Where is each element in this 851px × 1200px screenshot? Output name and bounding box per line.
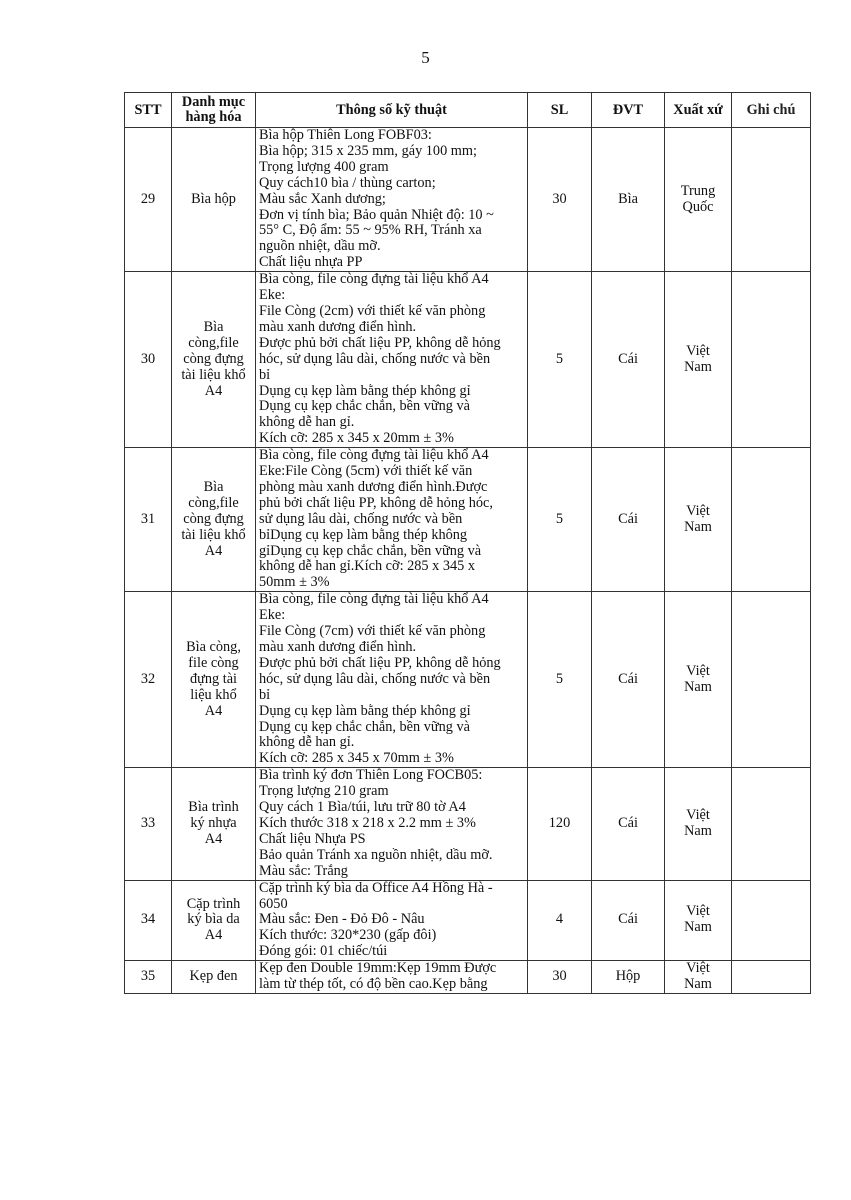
spec-line: không dễ han gỉ. bbox=[259, 415, 355, 431]
spec-line: 55° C, Độ ẩm: 55 ~ 95% RH, Tránh xa bbox=[259, 223, 482, 239]
spec-line: Chất liệu nhựa PP bbox=[259, 255, 363, 271]
origin-line: Việt bbox=[686, 903, 710, 920]
spec-line: hóc, sử dụng lâu dài, chống nước và bền bbox=[259, 671, 491, 687]
header-spec: Thông số kỹ thuật bbox=[256, 93, 528, 128]
origin-line: Nam bbox=[684, 976, 712, 993]
cell-note bbox=[732, 768, 811, 880]
item-line: ký nhựa bbox=[190, 814, 237, 831]
spec-line: Bảo quản Tránh xa nguồn nhiệt, dầu mỡ. bbox=[259, 847, 493, 863]
item-line: Bìa hộp bbox=[191, 190, 236, 207]
spec-line: Trọng lượng 210 gram bbox=[259, 784, 389, 800]
cell-qty: 30 bbox=[528, 128, 592, 272]
cell-origin bbox=[665, 961, 732, 994]
header-note: Ghi chú bbox=[732, 93, 811, 128]
spec-line: Bìa còng, file còng đựng tài liệu khổ A4 bbox=[259, 272, 489, 288]
spec-line: 50mm ± 3% bbox=[259, 575, 330, 591]
origin-line: Việt bbox=[686, 662, 710, 679]
spec-line: bỉ bbox=[259, 367, 271, 383]
spec-line: phủ bởi chất liệu PP, không dễ hỏng hóc, bbox=[259, 495, 493, 511]
cell-qty: 5 bbox=[528, 448, 592, 592]
spec-line: Kẹp đen Double 19mm:Kẹp 19mm Được bbox=[259, 961, 497, 977]
spec-line: hóc, sử dụng lâu dài, chống nước và bền bbox=[259, 351, 491, 367]
cell-origin bbox=[665, 448, 732, 592]
item-line: tài liệu khổ bbox=[181, 526, 246, 543]
spec-line: Eke: bbox=[259, 288, 286, 304]
table-row bbox=[125, 880, 811, 961]
header-unit: ĐVT bbox=[592, 93, 665, 128]
cell-spec bbox=[256, 768, 528, 880]
cell-qty: 5 bbox=[528, 592, 592, 768]
header-origin: Xuất xứ bbox=[665, 93, 732, 128]
item-line: A4 bbox=[204, 382, 223, 399]
cell-stt: 31 bbox=[125, 448, 172, 592]
cell-note bbox=[732, 592, 811, 768]
spec-line: Bìa trình ký đơn Thiên Long FOCB05: bbox=[259, 768, 483, 784]
cell-qty: 120 bbox=[528, 768, 592, 880]
spec-line: Đơn vị tính bìa; Bảo quản Nhiệt độ: 10 ~ bbox=[259, 207, 494, 223]
spec-line: Cặp trình ký bìa da Office A4 Hồng Hà - bbox=[259, 880, 493, 896]
spec-line: Được phủ bởi chất liệu PP, không dễ hỏng bbox=[259, 335, 501, 351]
spec-line: gỉDụng cụ kẹp chắc chắn, bền vững và bbox=[259, 543, 482, 559]
spec-line: Kích thước 318 x 218 x 2.2 mm ± 3% bbox=[259, 815, 476, 831]
item-line: A4 bbox=[204, 830, 223, 847]
cell-qty: 4 bbox=[528, 880, 592, 961]
spec-line: màu xanh dương điển hình. bbox=[259, 640, 417, 655]
cell-origin bbox=[665, 768, 732, 880]
cell-origin bbox=[665, 272, 732, 448]
spec-line: File Còng (7cm) với thiết kế văn phòng bbox=[259, 624, 486, 640]
cell-stt: 33 bbox=[125, 768, 172, 880]
table-body bbox=[125, 128, 811, 994]
table-row bbox=[125, 768, 811, 880]
cell-spec bbox=[256, 592, 528, 768]
spec-line: bỉDụng cụ kẹp làm bằng thép không bbox=[259, 527, 468, 543]
cell-spec bbox=[256, 272, 528, 448]
item-line: tài liệu khổ bbox=[181, 366, 246, 383]
spec-table bbox=[124, 92, 811, 994]
cell-origin bbox=[665, 592, 732, 768]
spec-line: không dễ han gỉ.Kích cỡ: 285 x 345 x bbox=[259, 559, 476, 575]
item-line: còng,file bbox=[188, 494, 239, 511]
table-row bbox=[125, 272, 811, 448]
origin-line: Nam bbox=[684, 678, 712, 695]
table-header-row bbox=[125, 93, 811, 128]
cell-unit: Hộp bbox=[592, 961, 665, 994]
cell-item bbox=[172, 272, 256, 448]
spec-line: Đóng gói: 01 chiếc/túi bbox=[259, 944, 388, 960]
cell-spec bbox=[256, 880, 528, 961]
page-number: 5 bbox=[421, 48, 430, 67]
item-line: A4 bbox=[204, 542, 223, 559]
cell-unit: Cái bbox=[592, 768, 665, 880]
cell-item bbox=[172, 880, 256, 961]
spec-line: Bìa còng, file còng đựng tài liệu khổ A4 bbox=[259, 448, 489, 464]
item-line: còng,file bbox=[188, 334, 239, 351]
spec-line: Quy cách10 bìa / thùng carton; bbox=[259, 175, 436, 191]
cell-note bbox=[732, 448, 811, 592]
item-line: file còng bbox=[188, 654, 239, 671]
spec-line: Bìa còng, file còng đựng tài liệu khổ A4 bbox=[259, 592, 489, 608]
spec-line: bỉ bbox=[259, 687, 271, 703]
cell-unit: Bìa bbox=[592, 128, 665, 272]
cell-unit: Cái bbox=[592, 880, 665, 961]
spec-line: Màu sắc Xanh dương; bbox=[259, 191, 386, 207]
cell-unit: Cái bbox=[592, 272, 665, 448]
cell-note bbox=[732, 272, 811, 448]
origin-line: Việt bbox=[686, 502, 710, 519]
cell-note bbox=[732, 961, 811, 994]
cell-unit: Cái bbox=[592, 448, 665, 592]
spec-line: Dụng cụ kẹp chắc chắn, bền vững và bbox=[259, 399, 471, 415]
cell-stt: 29 bbox=[125, 128, 172, 272]
cell-unit: Cái bbox=[592, 592, 665, 768]
spec-line: Màu sắc: Đen - Đỏ Đô - Nâu bbox=[259, 912, 425, 928]
spec-line: Màu sắc: Trắng bbox=[259, 863, 348, 879]
header-stt: STT bbox=[125, 93, 172, 128]
cell-item bbox=[172, 768, 256, 880]
item-line: còng đựng bbox=[183, 350, 244, 367]
table-row bbox=[125, 592, 811, 768]
item-line: A4 bbox=[204, 702, 223, 719]
cell-stt: 30 bbox=[125, 272, 172, 448]
header-item: Danh mục hàng hóa bbox=[172, 93, 256, 128]
item-line: Kẹp đen bbox=[189, 968, 238, 985]
spec-line: không dễ han gỉ. bbox=[259, 735, 355, 751]
table-row bbox=[125, 128, 811, 272]
spec-line: Kích cỡ: 285 x 345 x 70mm ± 3% bbox=[259, 751, 454, 767]
header-qty: SL bbox=[528, 93, 592, 128]
item-line: Bìa còng, bbox=[186, 639, 241, 655]
table-row bbox=[125, 448, 811, 592]
item-line: liệu khổ bbox=[190, 686, 237, 703]
item-line: ký bìa da bbox=[187, 911, 240, 928]
cell-item bbox=[172, 128, 256, 272]
spec-line: sử dụng lâu dài, chống nước và bền bbox=[259, 511, 463, 527]
spec-line: phòng màu xanh dương điển hình.Được bbox=[259, 479, 488, 495]
cell-origin bbox=[665, 128, 732, 272]
cell-stt: 34 bbox=[125, 880, 172, 961]
origin-line: Quốc bbox=[682, 198, 714, 215]
origin-line: Nam bbox=[684, 518, 712, 535]
cell-note bbox=[732, 880, 811, 961]
spec-line: màu xanh dương điển hình. bbox=[259, 319, 417, 335]
spec-line: Kích thước: 320*230 (gấp đôi) bbox=[259, 928, 437, 944]
spec-line: Kích cỡ: 285 x 345 x 20mm ± 3% bbox=[259, 431, 454, 447]
table-row bbox=[125, 961, 811, 994]
cell-spec bbox=[256, 448, 528, 592]
item-line: Bìa bbox=[203, 318, 224, 335]
origin-line: Trung bbox=[680, 182, 716, 199]
item-line: đựng tài bbox=[189, 670, 238, 687]
item-line: Cặp trình bbox=[186, 895, 241, 912]
spec-line: nguồn nhiệt, dầu mỡ. bbox=[259, 239, 381, 255]
cell-stt: 35 bbox=[125, 961, 172, 994]
spec-line: Dụng cụ kẹp chắc chắn, bền vững và bbox=[259, 719, 471, 735]
cell-spec bbox=[256, 128, 528, 272]
origin-line: Việt bbox=[686, 342, 710, 359]
cell-stt: 32 bbox=[125, 592, 172, 768]
cell-origin bbox=[665, 880, 732, 961]
spec-line: Eke: bbox=[259, 608, 286, 624]
origin-line: Việt bbox=[686, 807, 710, 824]
item-line: còng đựng bbox=[183, 510, 244, 527]
spec-line: Dụng cụ kẹp làm bằng thép không gỉ bbox=[259, 703, 471, 719]
cell-item bbox=[172, 961, 256, 994]
origin-line: Việt bbox=[686, 960, 710, 977]
cell-item bbox=[172, 592, 256, 768]
spec-line: Được phủ bởi chất liệu PP, không dễ hỏng bbox=[259, 655, 501, 671]
spec-line: Chất liệu Nhựa PS bbox=[259, 831, 366, 847]
item-line: Bìa bbox=[203, 478, 224, 495]
cell-qty: 30 bbox=[528, 961, 592, 994]
spec-line: Dụng cụ kẹp làm bằng thép không gỉ bbox=[259, 383, 471, 399]
spec-line: 6050 bbox=[259, 896, 288, 912]
spec-line: Quy cách 1 Bìa/túi, lưu trữ 80 tờ A4 bbox=[259, 800, 466, 816]
cell-qty: 5 bbox=[528, 272, 592, 448]
cell-note bbox=[732, 128, 811, 272]
spec-line: làm từ thép tốt, có độ bền cao.Kẹp bằng bbox=[259, 977, 488, 993]
origin-line: Nam bbox=[684, 822, 712, 839]
item-line: Bìa trình bbox=[188, 799, 239, 816]
spec-line: Eke:File Còng (5cm) với thiết kế văn bbox=[259, 464, 473, 480]
cell-spec bbox=[256, 961, 528, 994]
origin-line: Nam bbox=[684, 919, 712, 936]
item-line: A4 bbox=[204, 927, 223, 944]
spec-line: Bìa hộp Thiên Long FOBF03: bbox=[259, 128, 432, 143]
cell-item bbox=[172, 448, 256, 592]
spec-line: Trọng lượng 400 gram bbox=[259, 159, 389, 175]
origin-line: Nam bbox=[684, 358, 712, 375]
spec-line: File Còng (2cm) với thiết kế văn phòng bbox=[259, 303, 486, 319]
spec-line: Bìa hộp; 315 x 235 mm, gáy 100 mm; bbox=[259, 143, 478, 159]
